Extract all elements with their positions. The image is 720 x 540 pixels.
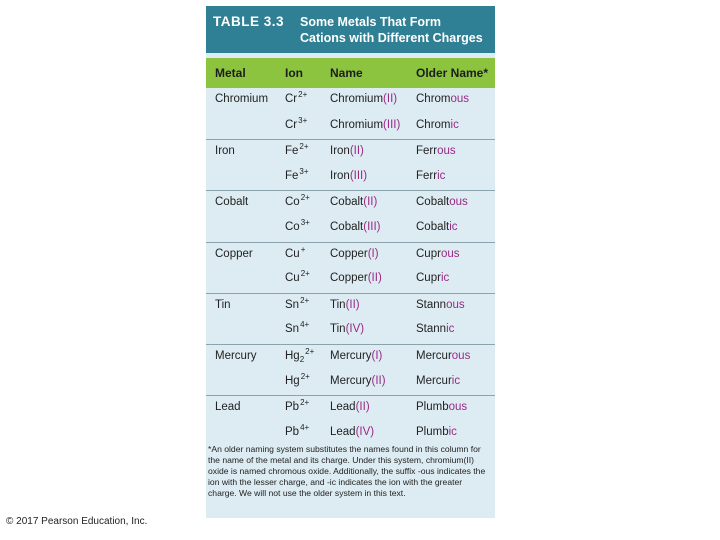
- name-base: Copper: [330, 247, 368, 260]
- ion-charge: 2+: [305, 347, 315, 356]
- header-ion: Ion: [285, 66, 303, 80]
- older-name-suffix: ic: [440, 272, 450, 285]
- cell-ion: [285, 295, 310, 311]
- ion-charge: 3+: [299, 166, 309, 176]
- cell-ion: [285, 115, 308, 131]
- name-base: Mercury: [330, 350, 372, 362]
- table-row: [206, 242, 495, 269]
- ion-symbol: Cr: [285, 118, 298, 131]
- cell-older-name: [416, 119, 459, 131]
- name-base: Tin: [330, 298, 346, 311]
- table-title: Some Metals That Form Cations with Different Charges: [300, 15, 483, 45]
- name-base: Chromium: [330, 93, 384, 105]
- table-label: TABLE 3.3: [213, 14, 285, 29]
- cell-older-name: [416, 93, 469, 105]
- table-row: [206, 88, 495, 114]
- name-base: Iron: [330, 169, 350, 182]
- cell-older-name: [416, 196, 468, 208]
- ion-charge: 2+: [299, 142, 309, 152]
- cell-ion: [285, 371, 310, 387]
- table-row: [206, 190, 495, 217]
- ion-symbol: Hg: [285, 350, 300, 362]
- ion-charge: +: [300, 244, 306, 254]
- older-name-suffix: ic: [437, 169, 446, 182]
- table-row: [206, 344, 495, 371]
- older-name-stem: Plumb: [416, 425, 449, 438]
- older-name-stem: Mercur: [416, 374, 452, 387]
- header-older-name: Older Name*: [416, 66, 489, 80]
- older-name-stem: Cobalt: [416, 221, 450, 233]
- older-name-suffix: ic: [449, 221, 458, 233]
- older-name-suffix: ous: [449, 196, 468, 209]
- cell-name: [330, 272, 382, 284]
- older-name-stem: Chrom: [416, 93, 451, 105]
- ion-symbol: Pb: [285, 425, 300, 438]
- cell-name: [330, 299, 360, 311]
- header-name: Name: [330, 66, 363, 80]
- metal-cations-table: [206, 6, 495, 518]
- ion-symbol: Cu: [285, 272, 300, 285]
- cell-older-name: [416, 272, 449, 284]
- ion-symbol: Hg: [285, 374, 300, 387]
- older-name-stem: Cobalt: [416, 196, 450, 209]
- name-base: Lead: [330, 401, 356, 414]
- name-roman-numeral: (I): [367, 247, 379, 260]
- cell-name: [330, 119, 400, 131]
- cell-name: [330, 248, 379, 260]
- name-roman-numeral: (II): [367, 272, 382, 285]
- table-row: [206, 139, 495, 166]
- table-row: [206, 267, 495, 293]
- name-roman-numeral: (III): [349, 169, 368, 182]
- ion-symbol: Cr: [285, 93, 298, 105]
- table-row: [206, 370, 495, 396]
- table-row: [206, 216, 495, 242]
- older-name-stem: Cupr: [416, 272, 441, 285]
- cell-ion: [285, 398, 310, 414]
- cell-name: [330, 93, 397, 105]
- older-name-suffix: ic: [451, 374, 461, 387]
- older-name-stem: Ferr: [416, 169, 438, 182]
- cell-name: [330, 375, 386, 387]
- ion-charge: 2+: [300, 269, 310, 279]
- name-base: Chromium: [330, 118, 384, 131]
- ion-charge: 2+: [300, 295, 310, 305]
- ion-symbol: Cu: [285, 247, 300, 260]
- older-name-stem: Ferr: [416, 145, 438, 158]
- name-base: Cobalt: [330, 221, 364, 233]
- ion-charge: 3+: [300, 218, 310, 227]
- cell-older-name: [416, 350, 470, 362]
- ion-symbol: Co: [285, 221, 300, 233]
- older-name-suffix: ic: [448, 425, 457, 438]
- ion-charge: 3+: [298, 115, 308, 125]
- older-name-suffix: ous: [448, 401, 468, 414]
- cell-metal: Iron: [215, 145, 235, 158]
- ion-charge: 2+: [298, 90, 308, 99]
- cell-older-name: [416, 221, 458, 233]
- cell-metal: Lead: [215, 401, 241, 414]
- older-name-suffix: ous: [437, 145, 456, 158]
- ion-subscript: 2: [299, 355, 305, 364]
- name-roman-numeral: (II): [345, 298, 360, 311]
- older-name-stem: Stann: [416, 323, 447, 336]
- table-row: [206, 114, 495, 140]
- cell-ion: [285, 142, 309, 158]
- cell-older-name: [416, 145, 456, 157]
- name-roman-numeral: (II): [349, 145, 364, 158]
- ion-symbol: Sn: [285, 323, 300, 336]
- cell-ion: [285, 166, 309, 182]
- older-name-suffix: ic: [450, 118, 459, 131]
- name-roman-numeral: (II): [363, 196, 378, 209]
- cell-name: [330, 221, 381, 233]
- cell-ion: [285, 90, 308, 105]
- older-name-stem: Stann: [416, 298, 447, 311]
- cell-name: [330, 196, 377, 208]
- cell-metal: Cobalt: [215, 196, 249, 209]
- cell-name: [330, 350, 382, 362]
- table-title-bar: [206, 6, 495, 53]
- table-row: [206, 293, 495, 320]
- cell-older-name: [416, 248, 459, 260]
- cell-older-name: [416, 426, 457, 438]
- older-name-suffix: ous: [451, 350, 471, 362]
- table-row: [206, 165, 495, 191]
- footnote-text: *An older naming system substitutes the names found in this column for the name of the metal and its charge. Under this system, chromium(II) oxide is named chromous oxide. Additionally, the suffix -ous indicates the ion with the lesser charge, and -ic indicates the ion with the greater charge. We will not use the older system in this text.: [208, 444, 486, 498]
- cell-metal: Chromium: [215, 93, 269, 105]
- cell-ion: [285, 347, 315, 364]
- older-name-stem: Plumb: [416, 401, 449, 414]
- ion-symbol: Sn: [285, 298, 300, 311]
- cell-ion: [285, 320, 310, 336]
- cell-older-name: [416, 299, 465, 311]
- table-row: [206, 395, 495, 422]
- older-name-suffix: ous: [450, 93, 470, 105]
- name-base: Lead: [330, 425, 356, 438]
- copyright-notice: © 2017 Pearson Education, Inc.: [6, 516, 148, 527]
- cell-older-name: [416, 401, 467, 413]
- name-roman-numeral: (I): [371, 350, 383, 362]
- name-base: Cobalt: [330, 196, 364, 209]
- cell-older-name: [416, 375, 460, 387]
- cell-metal: Copper: [215, 247, 253, 260]
- header-metal: Metal: [215, 66, 246, 80]
- ion-charge: 2+: [300, 371, 310, 381]
- ion-charge: 4+: [300, 422, 310, 432]
- name-base: Copper: [330, 272, 368, 285]
- name-roman-numeral: (IV): [345, 323, 365, 336]
- ion-symbol: Fe: [285, 145, 299, 158]
- name-base: Mercury: [330, 374, 372, 387]
- older-name-suffix: ous: [446, 298, 465, 311]
- ion-symbol: Co: [285, 196, 300, 209]
- cell-ion: [285, 244, 306, 260]
- name-roman-numeral: (II): [383, 93, 398, 105]
- cell-metal: Mercury: [215, 350, 257, 362]
- ion-charge: 2+: [300, 398, 310, 408]
- name-roman-numeral: (IV): [355, 425, 375, 438]
- older-name-stem: Chrom: [416, 118, 451, 131]
- name-roman-numeral: (III): [383, 118, 401, 131]
- older-name-stem: Cupr: [416, 247, 441, 260]
- cell-ion: [285, 193, 310, 209]
- older-name-stem: Mercur: [416, 350, 452, 362]
- table-row: [206, 318, 495, 344]
- cell-older-name: [416, 170, 445, 182]
- table-footnote: [206, 442, 495, 518]
- cell-name: [330, 170, 367, 182]
- cell-ion: [285, 422, 310, 438]
- ion-symbol: Pb: [285, 401, 300, 414]
- name-base: Tin: [330, 323, 346, 336]
- cell-ion: [285, 218, 310, 233]
- name-roman-numeral: (II): [355, 401, 370, 414]
- table-header-row: [206, 58, 495, 88]
- older-name-suffix: ous: [440, 247, 460, 260]
- name-base: Iron: [330, 145, 350, 158]
- cell-name: [330, 145, 364, 157]
- name-roman-numeral: (III): [363, 221, 381, 233]
- cell-name: [330, 426, 374, 438]
- ion-symbol: Fe: [285, 169, 299, 182]
- ion-charge: 4+: [300, 320, 310, 330]
- cell-name: [330, 323, 364, 335]
- older-name-suffix: ic: [446, 323, 455, 336]
- cell-ion: [285, 269, 310, 285]
- name-roman-numeral: (II): [371, 374, 386, 387]
- cell-metal: Tin: [215, 298, 231, 311]
- cell-older-name: [416, 323, 454, 335]
- cell-name: [330, 401, 370, 413]
- ion-charge: 2+: [300, 193, 310, 203]
